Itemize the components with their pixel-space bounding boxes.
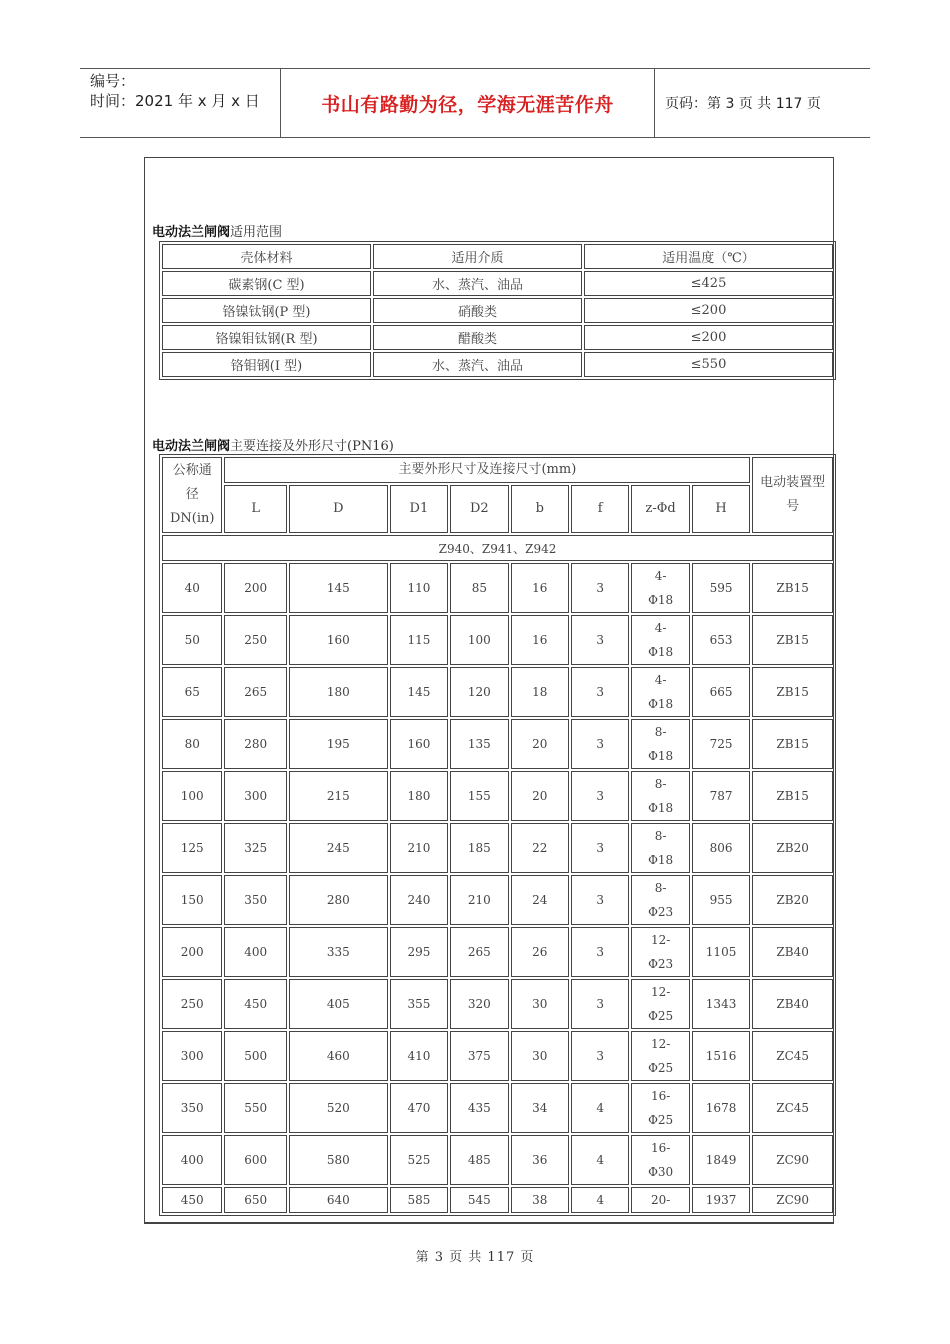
table-cell: 240	[390, 875, 448, 925]
table-cell: 4	[571, 1135, 629, 1185]
bolt-count: 8-	[654, 725, 667, 739]
bolt-diameter: Φ18	[648, 853, 674, 867]
table-cell: 435	[450, 1083, 508, 1133]
table-cell: 355	[390, 979, 448, 1029]
table-cell: 1678	[692, 1083, 750, 1133]
table-cell: 485	[450, 1135, 508, 1185]
table-cell: 1105	[692, 927, 750, 977]
bolt-spec-cell	[631, 1135, 689, 1185]
table-cell: 26	[511, 927, 569, 977]
table-cell: 36	[511, 1135, 569, 1185]
table-cell: 硝酸类	[373, 298, 582, 323]
table-cell: 100	[162, 771, 222, 821]
table-cell: 200	[162, 927, 222, 977]
table-cell: 405	[289, 979, 388, 1029]
bolt-diameter: Φ25	[648, 1061, 674, 1075]
table-cell: 653	[692, 615, 750, 665]
table-row	[162, 979, 833, 1029]
bolt-spec-cell	[631, 771, 689, 821]
table-cell: ZB20	[752, 875, 833, 925]
table-cell: 955	[692, 875, 750, 925]
table-cell: 铬镍钼钛钢(R 型)	[162, 325, 371, 350]
table-cell: 245	[289, 823, 388, 873]
table-cell: 铬镍钛钢(P 型)	[162, 298, 371, 323]
table-cell: 铬钼钢(I 型)	[162, 352, 371, 377]
table-cell: 525	[390, 1135, 448, 1185]
table-cell: ≤425	[584, 271, 833, 296]
table-row	[162, 1083, 833, 1133]
bolt-spec-cell	[631, 1031, 689, 1081]
table-cell: 400	[224, 927, 286, 977]
section1-title-bold: 电动法兰闸阀	[152, 225, 231, 240]
bolt-diameter: Φ23	[648, 957, 674, 971]
table-cell: 145	[390, 667, 448, 717]
table-cell: 325	[224, 823, 286, 873]
section2-title-rest: 主要连接及外形尺寸(PN16)	[230, 439, 394, 454]
table-cell: ZB15	[752, 667, 833, 717]
table-row	[162, 1187, 833, 1213]
section2-title-bold: 电动法兰闸阀	[152, 439, 231, 454]
table-row	[162, 615, 833, 665]
table-cell: 400	[162, 1135, 222, 1185]
table-row	[162, 1031, 833, 1081]
table-cell: 22	[511, 823, 569, 873]
table-cell: 3	[571, 875, 629, 925]
table-cell: 3	[571, 771, 629, 821]
bolt-diameter: Φ30	[648, 1165, 674, 1179]
column-header: b	[511, 485, 569, 533]
table-cell: 水、蒸汽、油品	[373, 271, 582, 296]
page-code: 页码：第 3 页 共 117 页	[665, 96, 821, 112]
table-cell: 295	[390, 927, 448, 977]
table-cell: 640	[289, 1187, 388, 1213]
table-row	[162, 563, 833, 613]
table-cell: 16	[511, 615, 569, 665]
table-cell: 1849	[692, 1135, 750, 1185]
table-cell: 550	[224, 1083, 286, 1133]
table-cell: ZC90	[752, 1135, 833, 1185]
bolt-spec-cell	[631, 615, 689, 665]
table-cell: 500	[224, 1031, 286, 1081]
table-cell: 145	[289, 563, 388, 613]
table-cell: ≤200	[584, 298, 833, 323]
header-motor-model: 电动装置型 号	[752, 457, 833, 533]
bolt-spec-cell	[631, 1187, 689, 1213]
table-cell: 250	[162, 979, 222, 1029]
page-footer: 第 3 页 共 117 页	[415, 1250, 535, 1265]
section1-title	[152, 221, 282, 240]
table-cell: 38	[511, 1187, 569, 1213]
table-cell: 1343	[692, 979, 750, 1029]
table-cell: ZB15	[752, 719, 833, 769]
bolt-count: 8-	[654, 777, 667, 791]
table-row	[162, 271, 833, 296]
page-header	[80, 68, 870, 138]
table-cell: 24	[511, 875, 569, 925]
applicability-table	[159, 241, 836, 380]
table-cell: 725	[692, 719, 750, 769]
bolt-spec-cell	[631, 667, 689, 717]
table-cell: 520	[289, 1083, 388, 1133]
bolt-spec-cell	[631, 927, 689, 977]
table-cell: 180	[390, 771, 448, 821]
table-header-row	[162, 244, 833, 269]
table-cell: 50	[162, 615, 222, 665]
column-header: f	[571, 485, 629, 533]
bolt-count: 8-	[654, 881, 667, 895]
table-row	[162, 719, 833, 769]
table-cell: 210	[390, 823, 448, 873]
table-cell: ≤200	[584, 325, 833, 350]
bolt-count: 4-	[654, 569, 667, 583]
table-cell: 200	[224, 563, 286, 613]
table-cell: 3	[571, 563, 629, 613]
bolt-count: 4-	[654, 673, 667, 687]
bolt-count: 8-	[654, 829, 667, 843]
table-cell: 215	[289, 771, 388, 821]
header-motto-cell	[281, 69, 655, 137]
table-row	[162, 667, 833, 717]
table-cell: 280	[224, 719, 286, 769]
table-row	[162, 1135, 833, 1185]
table-cell: 300	[162, 1031, 222, 1081]
section1-title-rest: 适用范围	[230, 225, 283, 240]
table-cell: 30	[511, 1031, 569, 1081]
table-cell: 16	[511, 563, 569, 613]
bolt-count: 16-	[650, 1089, 671, 1103]
table-cell: 110	[390, 563, 448, 613]
table-cell: 85	[450, 563, 508, 613]
table-cell: 34	[511, 1083, 569, 1133]
table-cell: ZC90	[752, 1187, 833, 1213]
table-cell: ZC45	[752, 1031, 833, 1081]
table-cell: 180	[289, 667, 388, 717]
table-cell: 280	[289, 875, 388, 925]
table-cell: 20	[511, 771, 569, 821]
bolt-diameter: Φ18	[648, 801, 674, 815]
bolt-count: 4-	[654, 621, 667, 635]
table-cell: 4	[571, 1083, 629, 1133]
bolt-count: 16-	[650, 1141, 671, 1155]
table-cell: 30	[511, 979, 569, 1029]
table-cell: 115	[390, 615, 448, 665]
bolt-spec-cell	[631, 1083, 689, 1133]
column-header: D2	[450, 485, 508, 533]
table-cell: 100	[450, 615, 508, 665]
number-label: 编号：	[90, 72, 136, 90]
table-cell: 醋酸类	[373, 325, 582, 350]
header-meta	[80, 69, 281, 137]
table-cell: 806	[692, 823, 750, 873]
table-cell: ZC45	[752, 1083, 833, 1133]
table-cell: 450	[162, 1187, 222, 1213]
table-row	[162, 823, 833, 873]
table-cell: 375	[450, 1031, 508, 1081]
table-row	[162, 771, 833, 821]
table-cell: 265	[224, 667, 286, 717]
table-cell: 120	[450, 667, 508, 717]
bolt-spec-cell	[631, 719, 689, 769]
bolt-diameter: Φ25	[648, 1113, 674, 1127]
table-cell: 185	[450, 823, 508, 873]
bolt-diameter: Φ18	[648, 645, 674, 659]
table-cell: ZB15	[752, 563, 833, 613]
table-cell: 3	[571, 667, 629, 717]
table-cell: 20	[511, 719, 569, 769]
table-cell: 155	[450, 771, 508, 821]
table-cell: 320	[450, 979, 508, 1029]
table-cell: 470	[390, 1083, 448, 1133]
table-cell: 80	[162, 719, 222, 769]
table-cell: ≤550	[584, 352, 833, 377]
table-row	[162, 298, 833, 323]
table-cell: 150	[162, 875, 222, 925]
table-cell: 碳素钢(C 型)	[162, 271, 371, 296]
model-row: Z940、Z941、Z942	[162, 535, 833, 561]
table-cell: 787	[692, 771, 750, 821]
dimensions-table	[159, 454, 836, 1216]
table-cell: 水、蒸汽、油品	[373, 352, 582, 377]
table-cell: 3	[571, 927, 629, 977]
table-row	[162, 927, 833, 977]
table-cell: ZB15	[752, 615, 833, 665]
table-cell: 65	[162, 667, 222, 717]
table-cell: 545	[450, 1187, 508, 1213]
table-cell: 3	[571, 979, 629, 1029]
time-label: 时间：2021 年 x 月 x 日	[90, 92, 260, 110]
bolt-count: 12-	[650, 933, 671, 947]
table-cell: ZB40	[752, 927, 833, 977]
table-cell: 300	[224, 771, 286, 821]
table-cell: 250	[224, 615, 286, 665]
table-cell: 350	[162, 1083, 222, 1133]
bolt-count: 12-	[650, 1037, 671, 1051]
bolt-diameter: Φ25	[648, 1009, 674, 1023]
table-cell: 650	[224, 1187, 286, 1213]
table-cell: 160	[289, 615, 388, 665]
table-cell: 40	[162, 563, 222, 613]
table-cell: ZB20	[752, 823, 833, 873]
table-cell: ZB40	[752, 979, 833, 1029]
bolt-spec-cell	[631, 563, 689, 613]
table-cell: 3	[571, 823, 629, 873]
table-cell: 600	[224, 1135, 286, 1185]
table-cell: 665	[692, 667, 750, 717]
table-cell: 1516	[692, 1031, 750, 1081]
content-frame-bottom-line	[144, 1223, 834, 1224]
bolt-diameter: Φ18	[648, 749, 674, 763]
column-header: 适用介质	[373, 244, 582, 269]
header-dn: 公称通 径 DN(in)	[162, 457, 222, 533]
bolt-spec-cell	[631, 875, 689, 925]
table-cell: 135	[450, 719, 508, 769]
bolt-diameter: Φ18	[648, 697, 674, 711]
column-header: D	[289, 485, 388, 533]
column-header: L	[224, 485, 286, 533]
column-header: 适用温度（℃）	[584, 244, 833, 269]
table-cell: 265	[450, 927, 508, 977]
table-cell: 595	[692, 563, 750, 613]
bolt-spec-cell	[631, 979, 689, 1029]
section2-title	[152, 435, 394, 454]
header-motto: 书山有路勤为径，学海无涯苦作舟	[321, 93, 614, 116]
table-cell: 160	[390, 719, 448, 769]
table-cell: 350	[224, 875, 286, 925]
table-cell: 18	[511, 667, 569, 717]
table-row	[162, 325, 833, 350]
table-cell: 335	[289, 927, 388, 977]
column-header: D1	[390, 485, 448, 533]
table-cell: 585	[390, 1187, 448, 1213]
table-cell: 195	[289, 719, 388, 769]
table-cell: 450	[224, 979, 286, 1029]
table-cell: 1937	[692, 1187, 750, 1213]
table-row	[162, 352, 833, 377]
table-cell: ZB15	[752, 771, 833, 821]
table-cell: 125	[162, 823, 222, 873]
column-header: 壳体材料	[162, 244, 371, 269]
table-row	[162, 875, 833, 925]
bolt-spec-cell	[631, 823, 689, 873]
table-cell: 4	[571, 1187, 629, 1213]
table-cell: 3	[571, 615, 629, 665]
table-cell: 3	[571, 719, 629, 769]
header-dimension-group: 主要外形尺寸及连接尺寸(mm)	[224, 457, 750, 483]
table-cell: 460	[289, 1031, 388, 1081]
bolt-count: 12-	[650, 985, 671, 999]
bolt-count: 20-	[650, 1193, 671, 1207]
table-cell: 410	[390, 1031, 448, 1081]
table-cell: 210	[450, 875, 508, 925]
bolt-diameter: Φ23	[648, 905, 674, 919]
table-cell: 3	[571, 1031, 629, 1081]
column-header: z-Φd	[631, 485, 689, 533]
table-cell: 580	[289, 1135, 388, 1185]
column-header: H	[692, 485, 750, 533]
bolt-diameter: Φ18	[648, 593, 674, 607]
